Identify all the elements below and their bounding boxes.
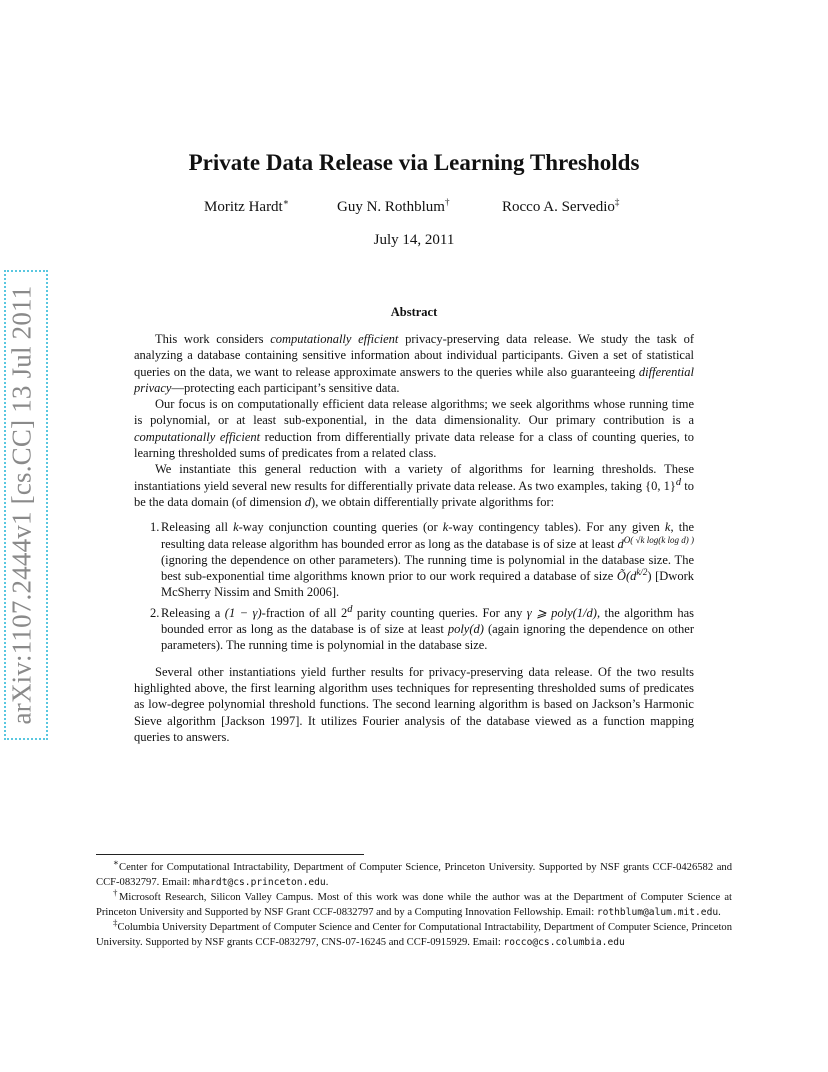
- author-name: Moritz Hardt: [204, 199, 283, 215]
- abstract-heading: Abstract: [390, 305, 438, 319]
- footnote: ‡Columbia University Department of Computer Science and Center for Computational Intractability, Department of Computer Science, Princeton University. Supported by NSF grants CCF-0832797, CNS-07-16245 and CCF-0915929. Email: rocco@cs.columbia.edu: [96, 917, 732, 949]
- footnote: †Microsoft Research, Silicon Valley Campus. Most of this work was done while the author was at the Department of Computer Science at Princeton University and Supported by NSF Grant CCF-0832797 and by a Computing Innovation Fellowship. Email: rothblum@alum.mit.edu.: [96, 887, 732, 919]
- list-number: 1.: [150, 520, 160, 535]
- email-link[interactable]: rocco@cs.columbia.edu: [503, 937, 625, 949]
- abstract-paragraph: This work considers computationally efficient privacy-preserving data release. We study the task of analyzing a database containing sensitive information about individual participants. Given a set of statistical queries on the data, we want to release approximate answers to the queries while also guaranteeing differential privacy—protecting each participant’s sensitive data.: [134, 332, 695, 395]
- author-name: Guy N. Rothblum: [337, 199, 445, 215]
- footnote-rule: [96, 854, 364, 855]
- author-1: [204, 199, 289, 216]
- email-link[interactable]: mhardt@cs.princeton.edu: [192, 877, 326, 889]
- abstract-body: [134, 331, 694, 745]
- author-mark: ‡: [614, 197, 620, 207]
- author-name: Rocco A. Servedio: [502, 199, 615, 215]
- paper-title: Private Data Release via Learning Thresholds: [188, 150, 640, 175]
- email-link[interactable]: rothblum@alum.mit.edu: [596, 907, 719, 919]
- paper-date: July 14, 2011: [373, 232, 455, 248]
- list-number: 2.: [150, 605, 160, 620]
- author-2: [337, 199, 449, 216]
- list-item: 2. Releasing a (1 − γ)-fraction of all 2$^d$ parity counting queries. For any γ ⩾ poly(1/d), the algorithm has bounded error as long as the database is of size at least poly(d) (again ignoring the dependence on other parameters). The running time is polynomial in the database size.: [150, 603, 695, 653]
- abstract-paragraph: Several other instantiations yield further results for privacy-preserving data release. Of the two results highlighted above, the first learning algorithm uses techniques for representing thresholded sums of predicates as low-degree polynomial threshold functions. The second learning algorithm is based on Jackson’s Harmonic Sieve algorithm [Jackson 1997]. It utilizes Fourier analysis of the database viewed as a function mapping queries to answers.: [134, 664, 694, 744]
- results-list: [134, 519, 694, 653]
- author-mark: †: [444, 197, 450, 207]
- arxiv-stamp: arXiv:1107.2444v1 [cs.CC] 13 Jul 2011: [6, 285, 37, 725]
- author-mark: ∗: [282, 197, 289, 207]
- footnote: ∗Center for Computational Intractability, Department of Computer Science, Princeton University. Supported by NSF grants CCF-0426582 and CCF-0832797. Email: mhardt@cs.princeton.edu.: [96, 857, 732, 889]
- list-item: 1. Releasing all k-way conjunction counting queries (or k-way contingency tables). For any given k, the resulting data release algorithm has bounded error as long as the database is of size at least $d^{O( √k log(k log d) )}$ (ignoring the dependence on other parameters). The running time is polynomial in the database size. The best sub-exponential time algorithms known prior to our work required a database of size $Õ(d^{k/2})$ [Dwork McSherry Nissim and Smith 2006].: [150, 520, 694, 600]
- footnotes: [96, 857, 732, 951]
- abstract-paragraph: We instantiate this general reduction with a variety of algorithms for learning thresholds. These instantiations yield several new results for differentially private data release. As two examples, taking {0, 1}$^d$ to be the data domain (of dimension d), we obtain differentially private algorithms for:: [134, 462, 694, 509]
- abstract-paragraph: Our focus is on computationally efficient data release algorithms; we seek algorithms whose running time is polynomial, or at least sub-exponential, in the data dimensionality. Our primary contribution is a computationally efficient reduction from differentially private data release for a class of counting queries, to learning thresholded sums of predicates from a related class.: [134, 397, 695, 461]
- author-3: [502, 199, 619, 216]
